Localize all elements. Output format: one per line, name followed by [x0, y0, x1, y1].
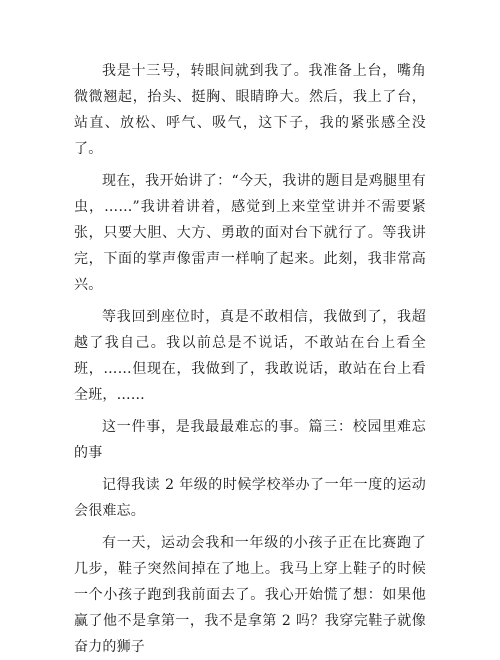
paragraph: 现在，我开始讲了：“今天，我讲的题目是鸡腿里有虫，……”我讲着讲着，感觉到上来堂堂讲并不需要紧张，只要大胆、大方、勇敢的面对台下就行了。等我讲完，下面的掌声像雷声一样响了起来。此刻，我非常高兴。 — [74, 173, 426, 293]
paragraph: 我是十三号，转眼间就到我了。我准备上台，嘴角微微翘起，抬头、挺胸、眼睛睁大。然后，我上了台，站直、放松、呼气、吸气，这下子，我的紧张感全没了。 — [74, 63, 426, 157]
paragraph: 记得我读 2 年级的时候学校举办了一年一度的运动会很难忘。 — [74, 477, 426, 519]
document-page — [74, 58, 426, 660]
paragraph: 这一件事，是我最最难忘的事。篇三：校园里难忘的事 — [74, 419, 426, 461]
paragraph: 有一天，运动会我和一年级的小孩子正在比赛跑了几步，鞋子突然间掉在了地上。我马上穿上鞋子的时候一个小孩子跑到我前面去了。我心开始慌了想：如果他赢了他不是拿第一，我不是拿第 2 吗？我穿完鞋子就像奋力的狮子 — [74, 535, 426, 655]
paragraph: 等我回到座位时，真是不敢相信，我做到了，我超越了我自己。我以前总是不说话，不敢站在台上看全班，……但现在，我做到了，我敢说话，敢站在台上看全班，…… — [74, 309, 426, 403]
